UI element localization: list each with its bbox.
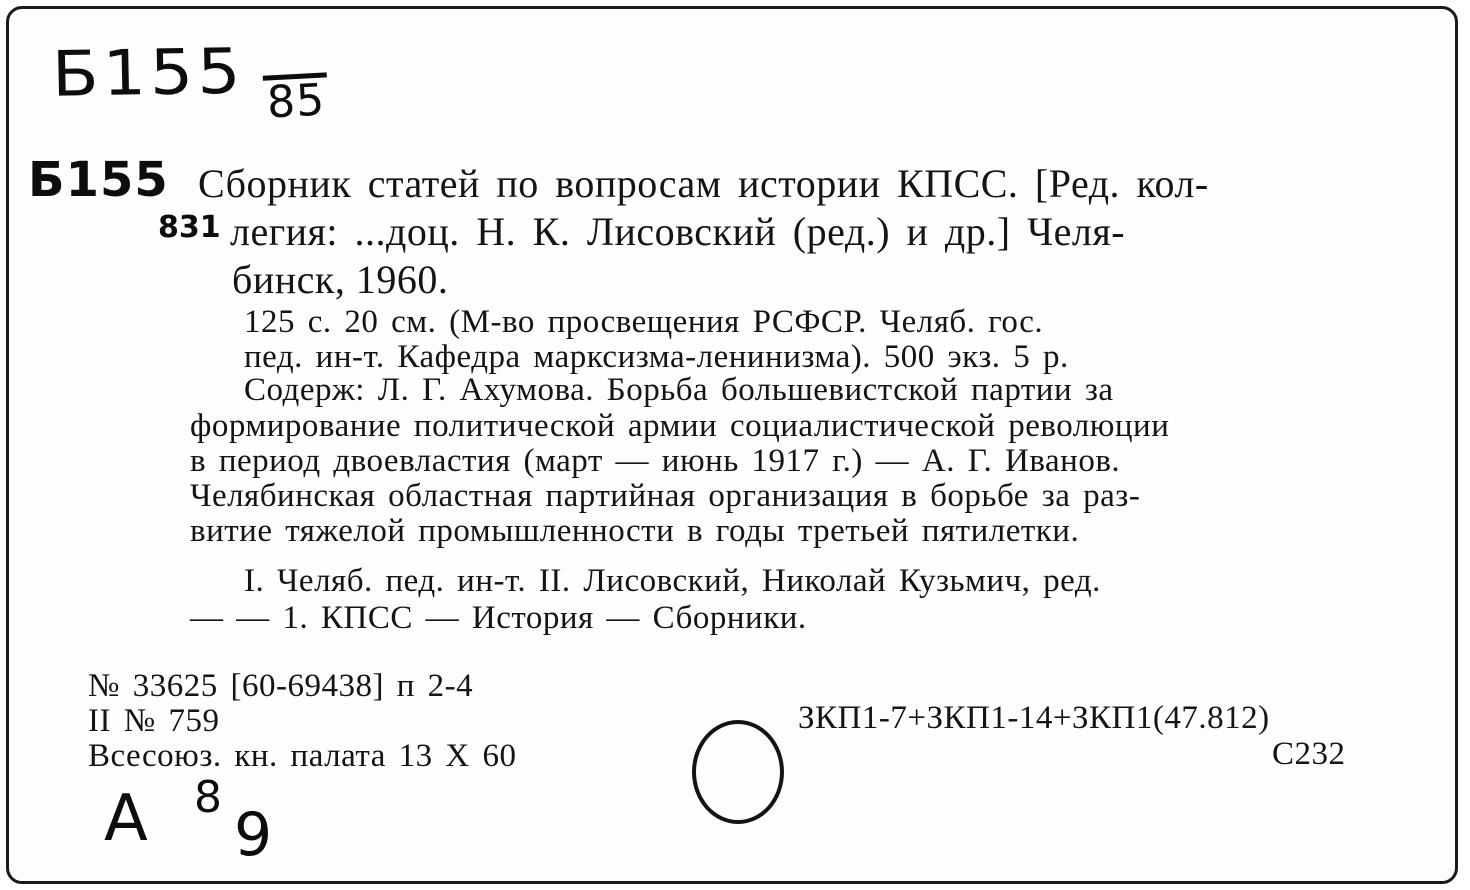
author-mark: С232 <box>1272 736 1346 772</box>
handwritten-note-numerator: 8 <box>194 772 222 823</box>
description-line: витие тяжелой промышленности в годы третьей пятилетки. <box>190 513 1080 549</box>
classification-index: ЗКП1-7+ЗКП1-14+ЗКП1(47.812) <box>798 700 1270 736</box>
tracings-line: — — 1. КПСС — История — Сборники. <box>190 600 807 636</box>
description-line: формирование политической армии социалистической революции <box>190 408 1170 444</box>
footer-line: Всесоюз. кн. палата 13 X 60 <box>88 738 517 774</box>
tracings-line: I. Челяб. пед. ин-т. II. Лисовский, Николай Кузьмич, ред. <box>244 563 1101 599</box>
handwritten-note-denominator: 9 <box>234 800 273 870</box>
footer-line: № 33625 [60-69438] п 2-4 <box>88 668 474 704</box>
handwritten-note-letter: А <box>104 782 148 856</box>
call-number-sub: 831 <box>158 210 221 245</box>
description-line: Челябинская областная партийная организация в борьбе за раз- <box>190 478 1141 514</box>
description-line: пед. ин-т. Кафедра марксизма-ленинизма). 500 экз. 5 р. <box>244 339 1069 375</box>
title-line: бинск, 1960. <box>232 257 449 302</box>
description-line: в период двоевластия (март — июнь 1917 г.) — А. Г. Иванов. <box>190 443 1121 479</box>
description-line: Содерж: Л. Г. Ахумова. Борьба большевистской партии за <box>244 372 1114 408</box>
handwritten-shelf-code-sub: 85 <box>263 72 330 126</box>
footer-line: II № 759 <box>88 703 220 739</box>
call-number: Б155 <box>28 152 169 208</box>
handwritten-shelf-code: Б155 <box>51 35 246 112</box>
title-line: легия: ...доц. Н. К. Лисовский (ред.) и др.] Челя- <box>230 209 1126 254</box>
title-line: Сборник статей по вопросам истории КПСС. [Ред. кол- <box>198 161 1209 206</box>
circle-mark <box>692 720 784 824</box>
description-line: 125 с. 20 см. (М-во просвещения РСФСР. Челяб. гос. <box>244 304 1044 340</box>
